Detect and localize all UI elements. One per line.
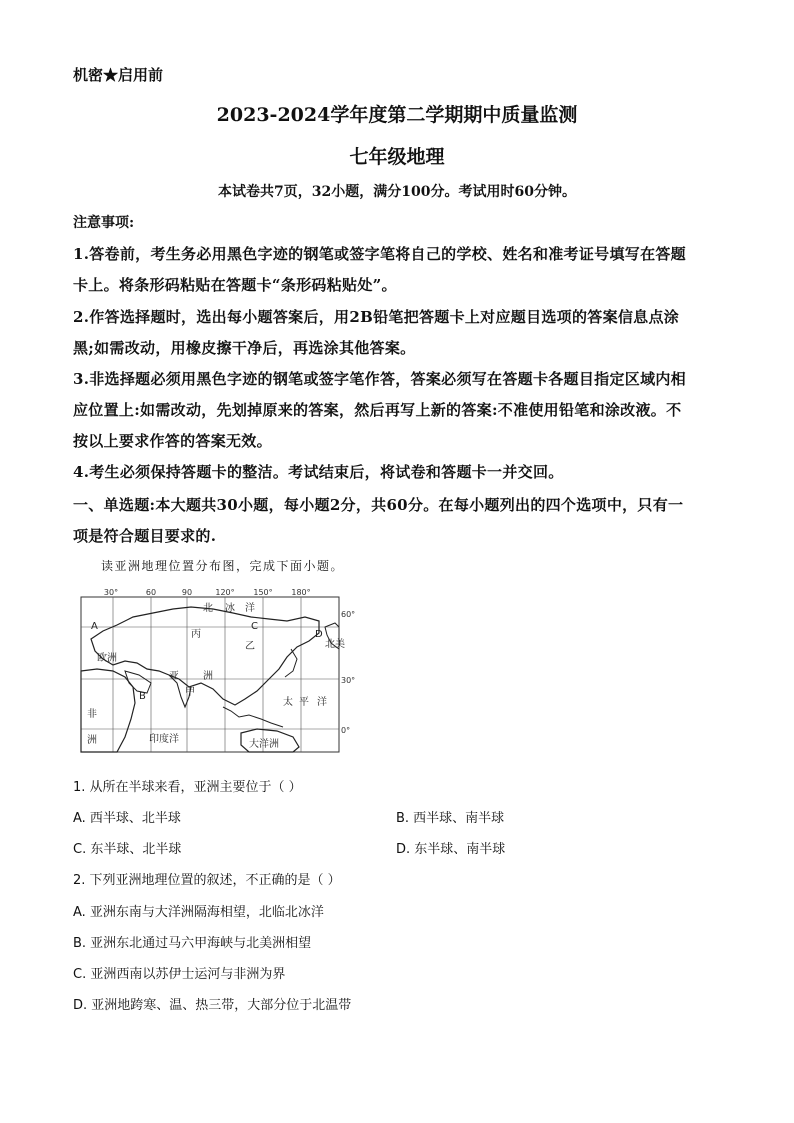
notice-line: 黑;如需改动，用橡皮擦干净后，再选涂其他答案。 [73, 339, 416, 357]
question-1-stem: 1. 从所在半球来看，亚洲主要位于（ ） [73, 780, 302, 795]
label-pacific: 洋 [317, 697, 327, 708]
lat-tick-30: 30° [341, 676, 356, 685]
label-marker-a: A [91, 621, 98, 632]
notice-line: 应位置上:如需改动，先划掉原来的答案，然后再写上新的答案:不准使用铅笔和涂改液。不 [73, 401, 682, 419]
question-1-option-a[interactable]: A. 西半球、北半球 [73, 811, 181, 826]
label-marker-c: C [251, 621, 258, 632]
lon-tick-180: 180° [291, 588, 311, 597]
label-africa: 洲 [87, 735, 97, 746]
notice-line: 2.作答选择题时，选出每小题答案后，用2B铅笔把答题卡上对应题目选项的答案信息点涂 [73, 308, 680, 326]
section-instruction: 项是符合题目要求的. [73, 527, 217, 545]
label-marker-jia: 甲 [185, 687, 195, 698]
asia-location-map [73, 587, 356, 757]
label-indian-ocean: 印度洋 [149, 734, 179, 745]
notice-line: 按以上要求作答的答案无效。 [73, 432, 272, 450]
question-1-option-c[interactable]: C. 东半球、北半球 [73, 842, 182, 857]
notice-line: 卡上。将条形码粘贴在答题卡“条形码粘贴处”。 [73, 276, 397, 294]
exam-title: 2023-2024学年度第二学期期中质量监测 [216, 104, 578, 126]
label-pacific: 太 [283, 697, 293, 708]
label-arctic: 冰 [225, 603, 235, 614]
map-caption: 读亚洲地理位置分布图，完成下面小题。 [101, 559, 345, 573]
lon-tick-90: 90 [181, 588, 193, 597]
label-asia: 亚 [169, 671, 179, 682]
notice-line: 1.答卷前，考生务必用黑色字迹的钢笔或签字笔将自己的学校、姓名和准考证号填写在答题 [73, 245, 686, 263]
label-asia: 洲 [203, 671, 213, 682]
label-africa: 非 [87, 709, 97, 720]
notice-heading: 注意事项: [73, 215, 135, 231]
label-arctic: 北 [203, 603, 213, 614]
lat-tick-60: 60° [341, 610, 356, 619]
notice-line: 3.非选择题必须用黑色字迹的钢笔或签字笔作答，答案必须写在答题卡各题目指定区域内相 [73, 370, 686, 388]
section-instruction: 一、单选题:本大题共30小题，每小题2分，共60分。在每小题列出的四个选项中，只有一 [73, 496, 684, 514]
question-2-option-a[interactable]: A. 亚洲东南与大洋洲隔海相望，北临北冰洋 [73, 905, 324, 920]
label-north-america: 北美 [325, 639, 345, 650]
lon-tick-60: 60 [145, 588, 157, 597]
label-pacific: 平 [299, 697, 309, 708]
lon-tick-120: 120° [215, 588, 235, 597]
question-2-option-b[interactable]: B. 亚洲东北通过马六甲海峡与北美洲相望 [73, 936, 312, 951]
notice-line: 4.考生必须保持答题卡的整洁。考试结束后，将试卷和答题卡一并交回。 [73, 463, 564, 481]
label-marker-d: D [315, 629, 323, 640]
lon-tick-30: 30° [103, 588, 119, 597]
label-marker-bing: 丙 [191, 629, 201, 640]
exam-intro: 本试卷共7页，32小题，满分100分。考试用时60分钟。 [218, 184, 576, 200]
question-2-option-d[interactable]: D. 亚洲地跨寒、温、热三带，大部分位于北温带 [73, 998, 352, 1013]
question-2-stem: 2. 下列亚洲地理位置的叙述，不正确的是（ ） [73, 873, 341, 888]
question-2-option-c[interactable]: C. 亚洲西南以苏伊士运河与非洲为界 [73, 967, 286, 982]
label-marker-b: B [139, 691, 146, 702]
label-marker-yi: 乙 [245, 641, 255, 652]
question-1-option-d[interactable]: D. 东半球、南半球 [396, 842, 506, 857]
confidential-label: 机密★启用前 [73, 66, 164, 84]
label-arctic: 洋 [245, 603, 255, 614]
lon-tick-150: 150° [253, 588, 273, 597]
label-europe: 欧洲 [97, 653, 117, 664]
exam-subject: 七年级地理 [349, 146, 445, 168]
lat-tick-0: 0° [341, 726, 351, 735]
label-oceania: 大洋洲 [249, 739, 279, 750]
question-1-option-b[interactable]: B. 西半球、南半球 [396, 811, 505, 826]
